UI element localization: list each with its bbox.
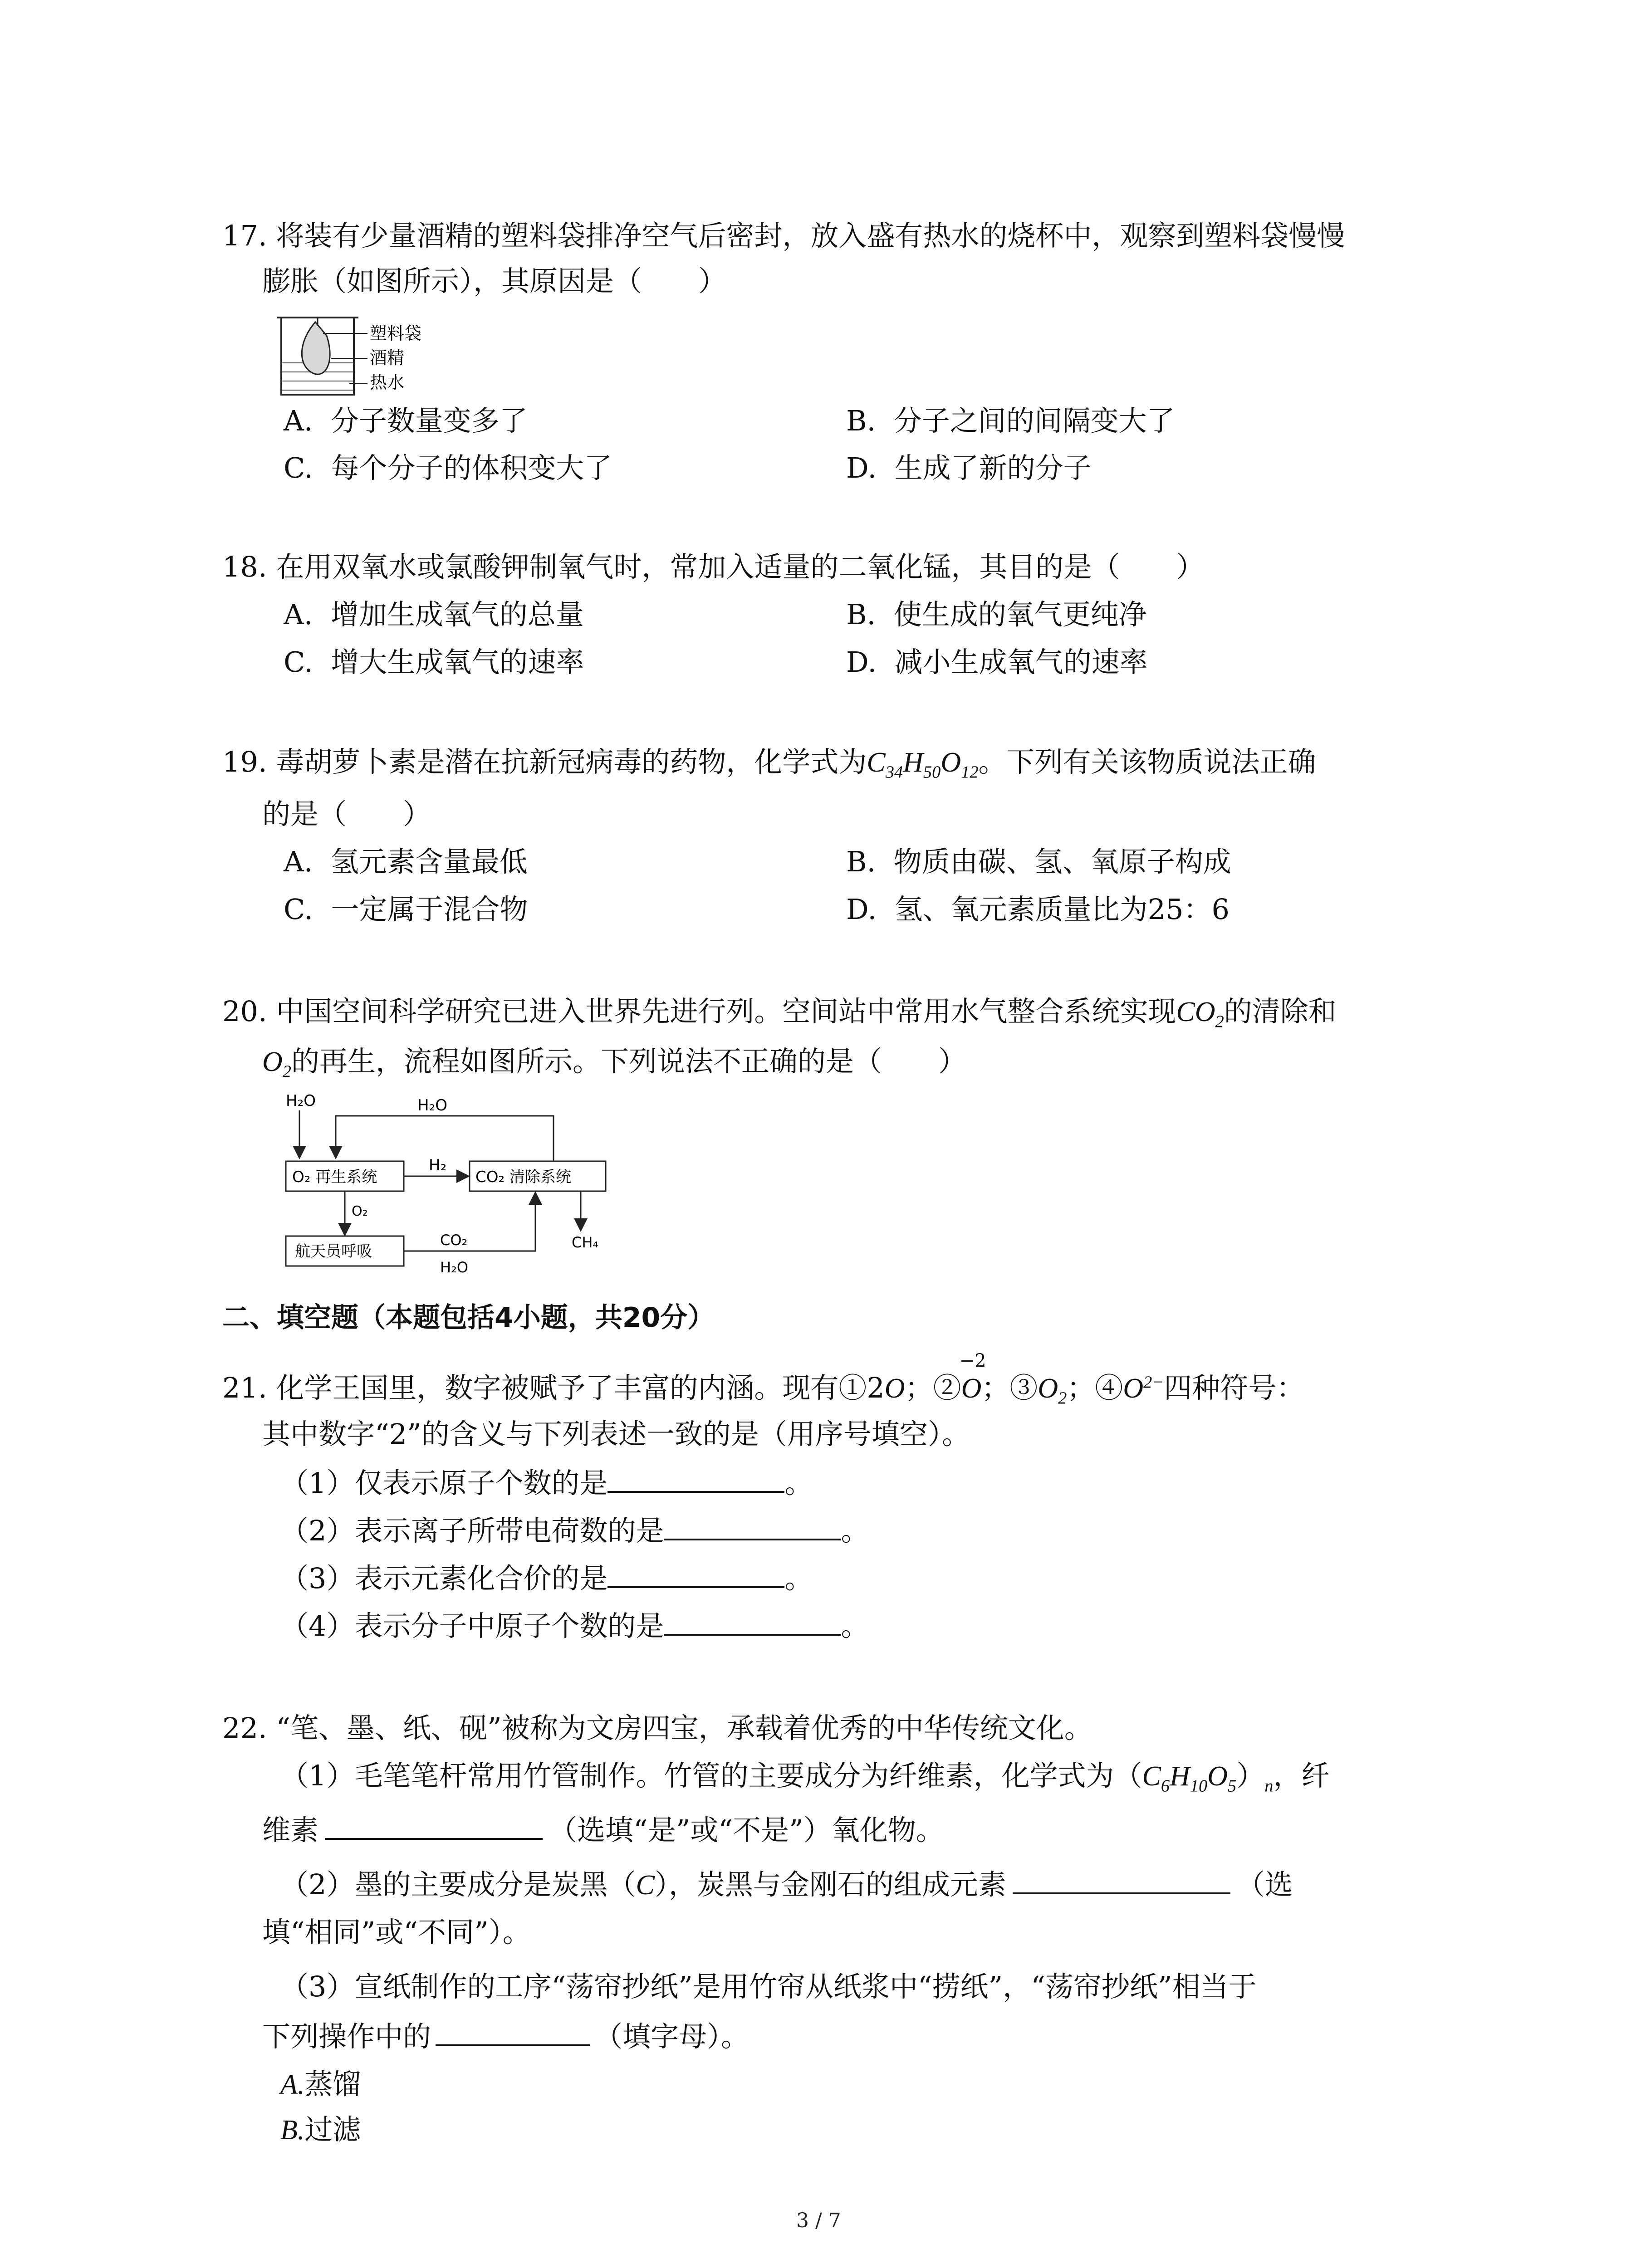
q22-p1-line2: 维素 （选填“是”或“不是”）氧化物。 xyxy=(262,1808,944,1853)
q22-p3-line2: 下列操作中的 （填字母）。 xyxy=(262,2014,749,2059)
q18-option-c: C. 增大生成氧气的速率 xyxy=(284,645,584,679)
label-hot-water: 热水 xyxy=(370,372,405,392)
q19-line2: 的是（ ） xyxy=(262,797,431,831)
q19-line1: 19. 毒胡萝卜素是潜在抗新冠病毒的药物，化学式为$C_{34}H_{50}O_{12}$。下列有关该物质说法正确 xyxy=(222,745,1316,782)
answer-blank-3[interactable] xyxy=(607,1556,784,1588)
q19-option-c: C. 一定属于混合物 xyxy=(284,893,528,926)
q18-option-d: D. 减小生成氧气的速率 xyxy=(846,645,1148,679)
q22-p2-line2: 填“相同”或“不同”）。 xyxy=(262,1916,531,1949)
o2-regeneration-label: O₂ 再生系统 xyxy=(292,1168,377,1186)
q21-line2: 其中数字“2”的含义与下列表述一致的是（用序号填空）。 xyxy=(262,1418,970,1451)
q22-p3-line1: （3）宣纸制作的工序“荡帘抄纸”是用竹帘从纸浆中“捞纸”，“荡帘抄纸”相当于 xyxy=(280,1970,1257,2003)
q19-option-b: B. 物质由碳、氢、氧原子构成 xyxy=(846,845,1231,878)
answer-blank-5[interactable] xyxy=(325,1808,543,1840)
ch4-label: CH₄ xyxy=(572,1234,599,1251)
q18-option-a: A. 增加生成氧气的总量 xyxy=(284,598,584,631)
q22-line1: 22. “笔、墨、纸、砚”被称为文房四宝，承载着优秀的中华传统文化。 xyxy=(222,1711,1092,1745)
q17-option-c: C. 每个分子的体积变大了 xyxy=(284,451,612,484)
flow-diagram xyxy=(281,1089,626,1284)
q19-option-a: A. 氢元素含量最低 xyxy=(284,845,528,878)
q20-line2: $O_2$的再生，流程如图所示。下列说法不正确的是（ ） xyxy=(262,1045,967,1081)
q19-number: 19. xyxy=(222,745,267,778)
q19-formula: $C_{34}H_{50}O_{12}$ xyxy=(867,747,979,782)
q20-line1: 20. 中国空间科学研究已进入世界先进行列。空间站中常用水气整合系统实现$CO_2$的清除和 xyxy=(222,995,1337,1031)
q21-line1: 21. 化学王国里，数字被赋予了丰富的内涵。现有①2O；② −2 O；$③O_2$；$④O^{2-}$四种符号： xyxy=(222,1365,1304,1411)
q22-p1-line1: （1）毛笔笔杆常用竹管制作。竹管的主要成分为纤维素，化学式为$(C_6H_{10}O_5)_n$，纤 xyxy=(280,1759,1330,1796)
q19-option-d: D. 氢、氧元素质量比为25：6 xyxy=(846,893,1230,926)
q20-number: 20. xyxy=(222,995,267,1028)
section-title: 二、填空题（本题包括4小题，共20分） xyxy=(222,1302,715,1334)
h2o-input-label: H₂O xyxy=(286,1092,316,1110)
h2o-loop-label: H₂O xyxy=(417,1096,447,1114)
h2o-flow-label: H₂O xyxy=(440,1259,469,1276)
label-alcohol: 酒精 xyxy=(370,348,405,368)
q18-option-b: B. 使生成的氧气更纯净 xyxy=(846,598,1147,631)
answer-blank-4[interactable] xyxy=(664,1604,841,1636)
astronaut-label: 航天员呼吸 xyxy=(295,1242,372,1261)
q21-item-4: （4）表示分子中原子个数的是 。 xyxy=(280,1603,869,1649)
o2-down-label: O₂ xyxy=(352,1203,368,1219)
q21-item-2: （2）表示离子所带电荷数的是 。 xyxy=(280,1508,869,1554)
q22-number: 22. xyxy=(222,1711,267,1745)
q21-number: 21. xyxy=(222,1371,267,1404)
q17-line2: 膨胀（如图所示），其原因是（ ） xyxy=(262,264,727,298)
q17-option-a: A. 分子数量变多了 xyxy=(284,404,528,437)
q22-p2-line1: （2）墨的主要成分是炭黑（C），炭黑与金刚石的组成元素 （选 xyxy=(280,1862,1293,1908)
beaker-figure xyxy=(272,308,463,399)
answer-blank-1[interactable] xyxy=(607,1461,784,1493)
q17-line1 xyxy=(222,213,1345,259)
h2-label: H₂ xyxy=(429,1156,447,1174)
q18-line1: 18. 在用双氧水或氯酸钾制氧气时，常加入适量的二氧化锰，其目的是（ ） xyxy=(222,550,1205,583)
answer-blank-2[interactable] xyxy=(664,1509,841,1540)
co2-removal-label: CO₂ 清除系统 xyxy=(475,1168,571,1186)
q18-number: 18. xyxy=(222,550,267,583)
label-plastic-bag: 塑料袋 xyxy=(370,323,422,343)
valence-mark: −2 xyxy=(959,1350,986,1371)
q22-option-a: A.蒸馏 xyxy=(280,2068,361,2101)
page-number: 3 / 7 xyxy=(796,2209,841,2232)
answer-blank-7[interactable] xyxy=(436,2014,590,2046)
q17-option-d: D. 生成了新的分子 xyxy=(846,451,1092,484)
q22-option-b: B.过滤 xyxy=(280,2113,361,2146)
q21-item-3: （3）表示元素化合价的是 。 xyxy=(280,1556,813,1601)
q17-text-1: 将装有少量酒精的塑料袋排净空气后密封，放入盛有热水的烧杯中，观察到塑料袋慢慢 xyxy=(276,219,1345,252)
q21-item-1: （1）仅表示原子个数的是 。 xyxy=(280,1461,813,1506)
answer-blank-6[interactable] xyxy=(1013,1862,1230,1894)
co2-flow-label: CO₂ xyxy=(440,1232,468,1249)
q17-number: 17. xyxy=(222,219,267,252)
q17-option-b: B. 分子之间的间隔变大了 xyxy=(846,404,1175,437)
